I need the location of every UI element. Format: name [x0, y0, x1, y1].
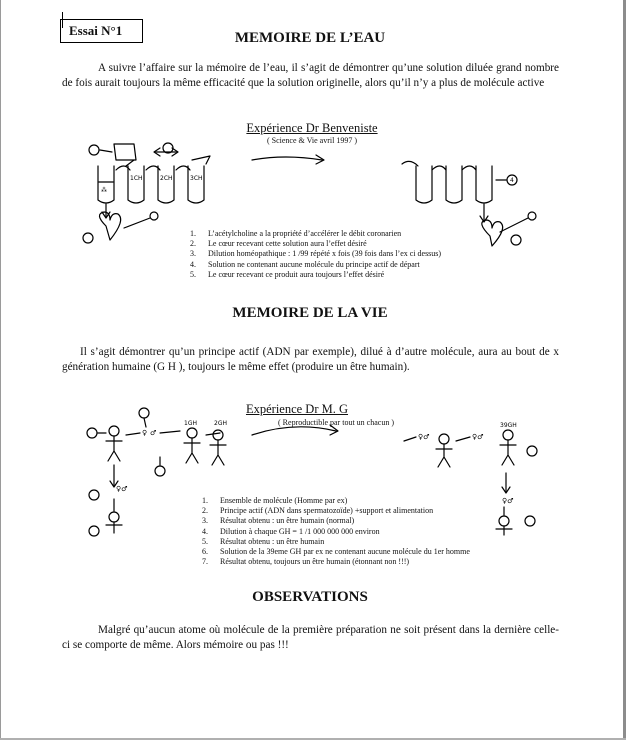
- tube-label-1: 1CH: [130, 175, 143, 182]
- heart-drawing-left: [83, 204, 158, 243]
- list-item: 2. Principe actif (ADN dans spermatozoïde) +support et alimentation: [202, 506, 434, 516]
- benveniste-steps-list: [190, 229, 550, 280]
- svg-text:♀♂: ♀♂: [502, 497, 514, 505]
- list-item: 3. Résultat obtenu : un être humain (normal): [202, 516, 355, 526]
- observations-text: Malgré qu’aucun atome où molécule de la première préparation ne soit présent dans la dernière celle-ci se comporte de même. Alors mémoire ou pas !!!: [62, 624, 559, 651]
- svg-text:♀♂: ♀♂: [472, 433, 484, 441]
- list-item: 3. Dilution homéopathique : 1 /99 répété x fois (39 fois dans l’ex ci dessus): [190, 249, 442, 259]
- tube-label-3: 3CH: [190, 175, 203, 182]
- water-memory-intro: A suivre l’affaire sur la mémoire de l’eau, il s’agit de démontrer qu’une solution diluée grand nombre de fois aurait toujours la même efficacité que la solution originelle, alors qu’il n’y a plus de molécule active: [62, 62, 559, 89]
- list-item: 5. Le cœur recevant ce produit aura toujours l’effet désiré: [190, 269, 385, 279]
- list-item: 2. Le cœur recevant cette solution aura l’effet désiré: [190, 239, 367, 249]
- generation-label-39: 39GH: [500, 422, 517, 429]
- acetylcholine-flask-drawing: [89, 144, 136, 166]
- window-left-edge: [0, 0, 1, 740]
- list-item: 1. L’acétylcholine a la propriété d’accélérer le débit coronarien: [190, 229, 402, 238]
- list-item: 4. Dilution à chaque GH = 1 /1 000 000 000 environ: [202, 526, 380, 536]
- list-item: 7. Résultat obtenu, toujours un être humain (étonnant non !!!): [202, 557, 410, 567]
- process-arrow-top: [252, 157, 322, 160]
- dilution-tubes-right: [402, 161, 517, 203]
- list-item: 1. Ensemble de molécule (Homme par ex): [202, 496, 348, 505]
- tube-label-2: 2CH: [160, 175, 173, 182]
- svg-text:♀♂: ♀♂: [116, 485, 128, 493]
- mg-steps-list: [202, 496, 552, 567]
- section-title-observations: OBSERVATIONS: [252, 589, 368, 605]
- section-title-water-memory: MEMOIRE DE L’EAU: [234, 30, 386, 46]
- generation-label-2: 2GH: [214, 420, 227, 427]
- list-item: 5. Résultat obtenu : un être humain: [202, 536, 325, 546]
- list-item: 6. Solution de la 39eme GH par ex ne contenant aucune molécule du 1er homme: [202, 547, 470, 557]
- svg-text:♂: ♂: [150, 429, 157, 437]
- svg-text:♀: ♀: [142, 429, 148, 437]
- experiment-mg-title: Expérience Dr M. G: [245, 402, 349, 416]
- tube-label-39: 4: [510, 177, 514, 184]
- process-arrow-middle: [252, 427, 336, 435]
- experiment-benveniste-source: ( Science & Vie avril 1997 ): [266, 136, 357, 145]
- svg-text:⁂: ⁂: [101, 187, 107, 194]
- svg-text:♀♂: ♀♂: [418, 433, 430, 441]
- life-memory-intro: Il s’agit démontrer qu’un principe actif (ADN par exemple), dilué à d’autre molécule, aura au bout de x génération humaine (G H ), toujours le même effet (produire un être humain).: [62, 346, 559, 373]
- section-title-life-memory: MEMOIRE DE LA VIE: [232, 305, 388, 321]
- generation-label-1: 1GH: [184, 420, 197, 427]
- experiment-benveniste-title: Expérience Dr Benveniste: [246, 121, 378, 135]
- experiment-mg-subtitle: ( Reproductible par tout un chacun ): [278, 418, 394, 427]
- list-item: 4. Solution ne contenant aucune molécule du principe actif de départ: [190, 259, 420, 269]
- essai-label-box[interactable]: Essai N°1: [60, 19, 143, 43]
